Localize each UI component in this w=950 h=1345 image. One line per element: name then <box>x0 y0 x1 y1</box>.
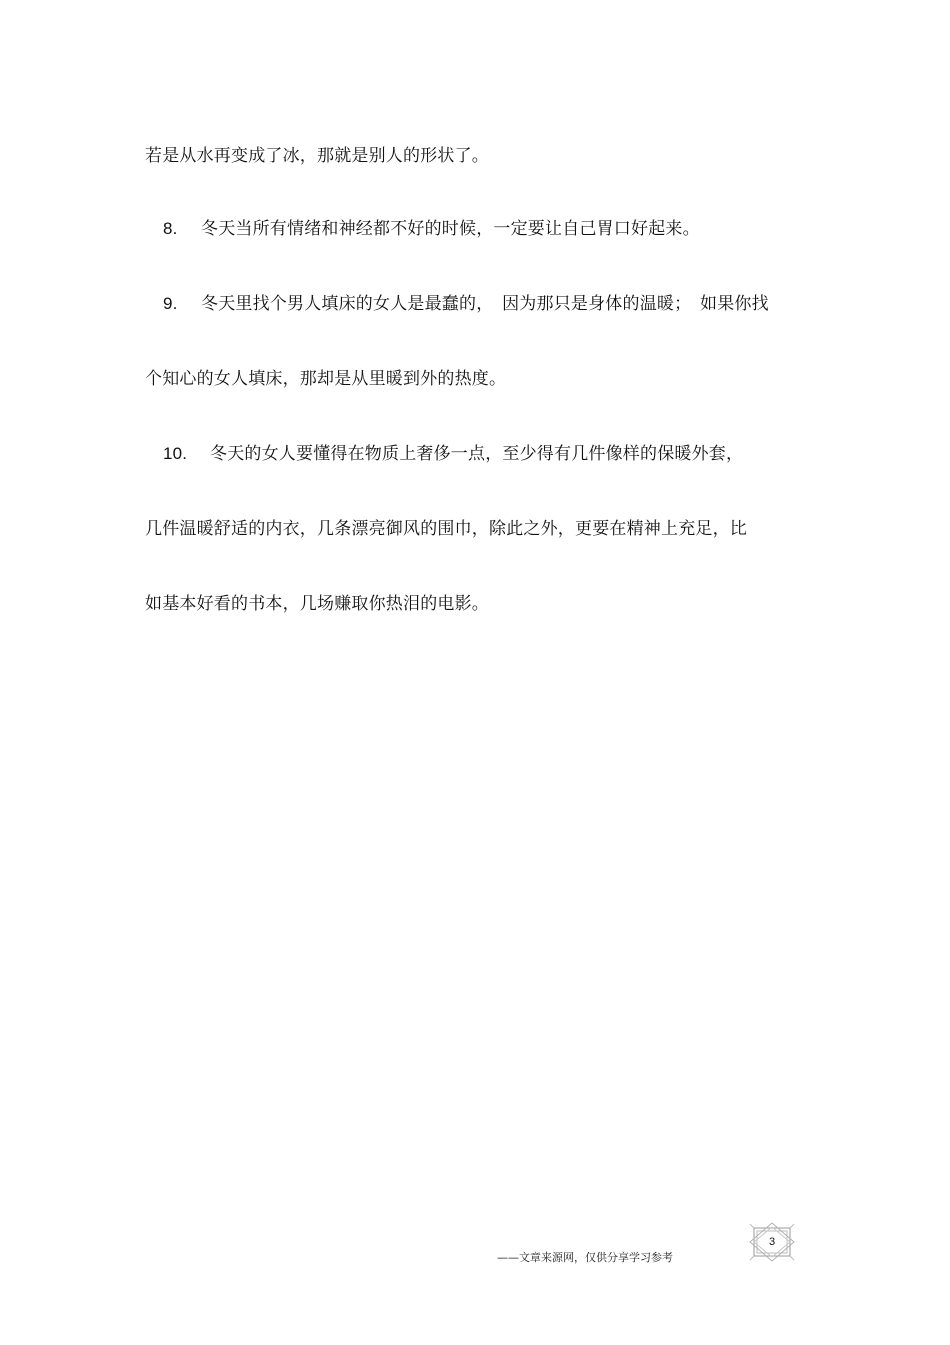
paragraph-line <box>145 593 489 615</box>
line-text: 几件温暖舒适的内衣，几条漂亮御风的围巾，除此之外，更要在精神上充足，比 <box>145 519 747 539</box>
paragraph-line <box>145 145 489 167</box>
list-item-9 <box>163 293 769 315</box>
page-number: 3 <box>768 1236 776 1248</box>
list-number: 9. <box>163 294 178 313</box>
line-text: 冬天当所有情绪和神经都不好的时候，一定要让自己胃口好起来。 <box>201 219 700 239</box>
list-number: 8. <box>163 219 178 238</box>
line-text: 冬天里找个男人填床的女人是最蠢的， 因为那只是身体的温暖； 如果你找 <box>201 294 769 314</box>
line-text: 个知心的女人填床，那却是从里暖到外的热度。 <box>145 369 507 389</box>
footer-source-note: ——文章来源网，仅供分享学习参考 <box>497 1251 673 1264</box>
page-number-badge <box>748 1222 796 1262</box>
line-text: 冬天的女人要懂得在物质上奢侈一点，至少得有几件像样的保暖外套， <box>210 444 744 464</box>
line-text: 如基本好看的书本，几场赚取你热泪的电影。 <box>145 594 489 614</box>
line-text: 若是从水再变成了冰，那就是别人的形状了。 <box>145 146 489 166</box>
list-item-10 <box>163 443 743 465</box>
paragraph-line <box>145 368 506 390</box>
list-item-8 <box>163 218 700 240</box>
paragraph-line <box>145 518 747 540</box>
list-number: 10. <box>163 444 188 463</box>
